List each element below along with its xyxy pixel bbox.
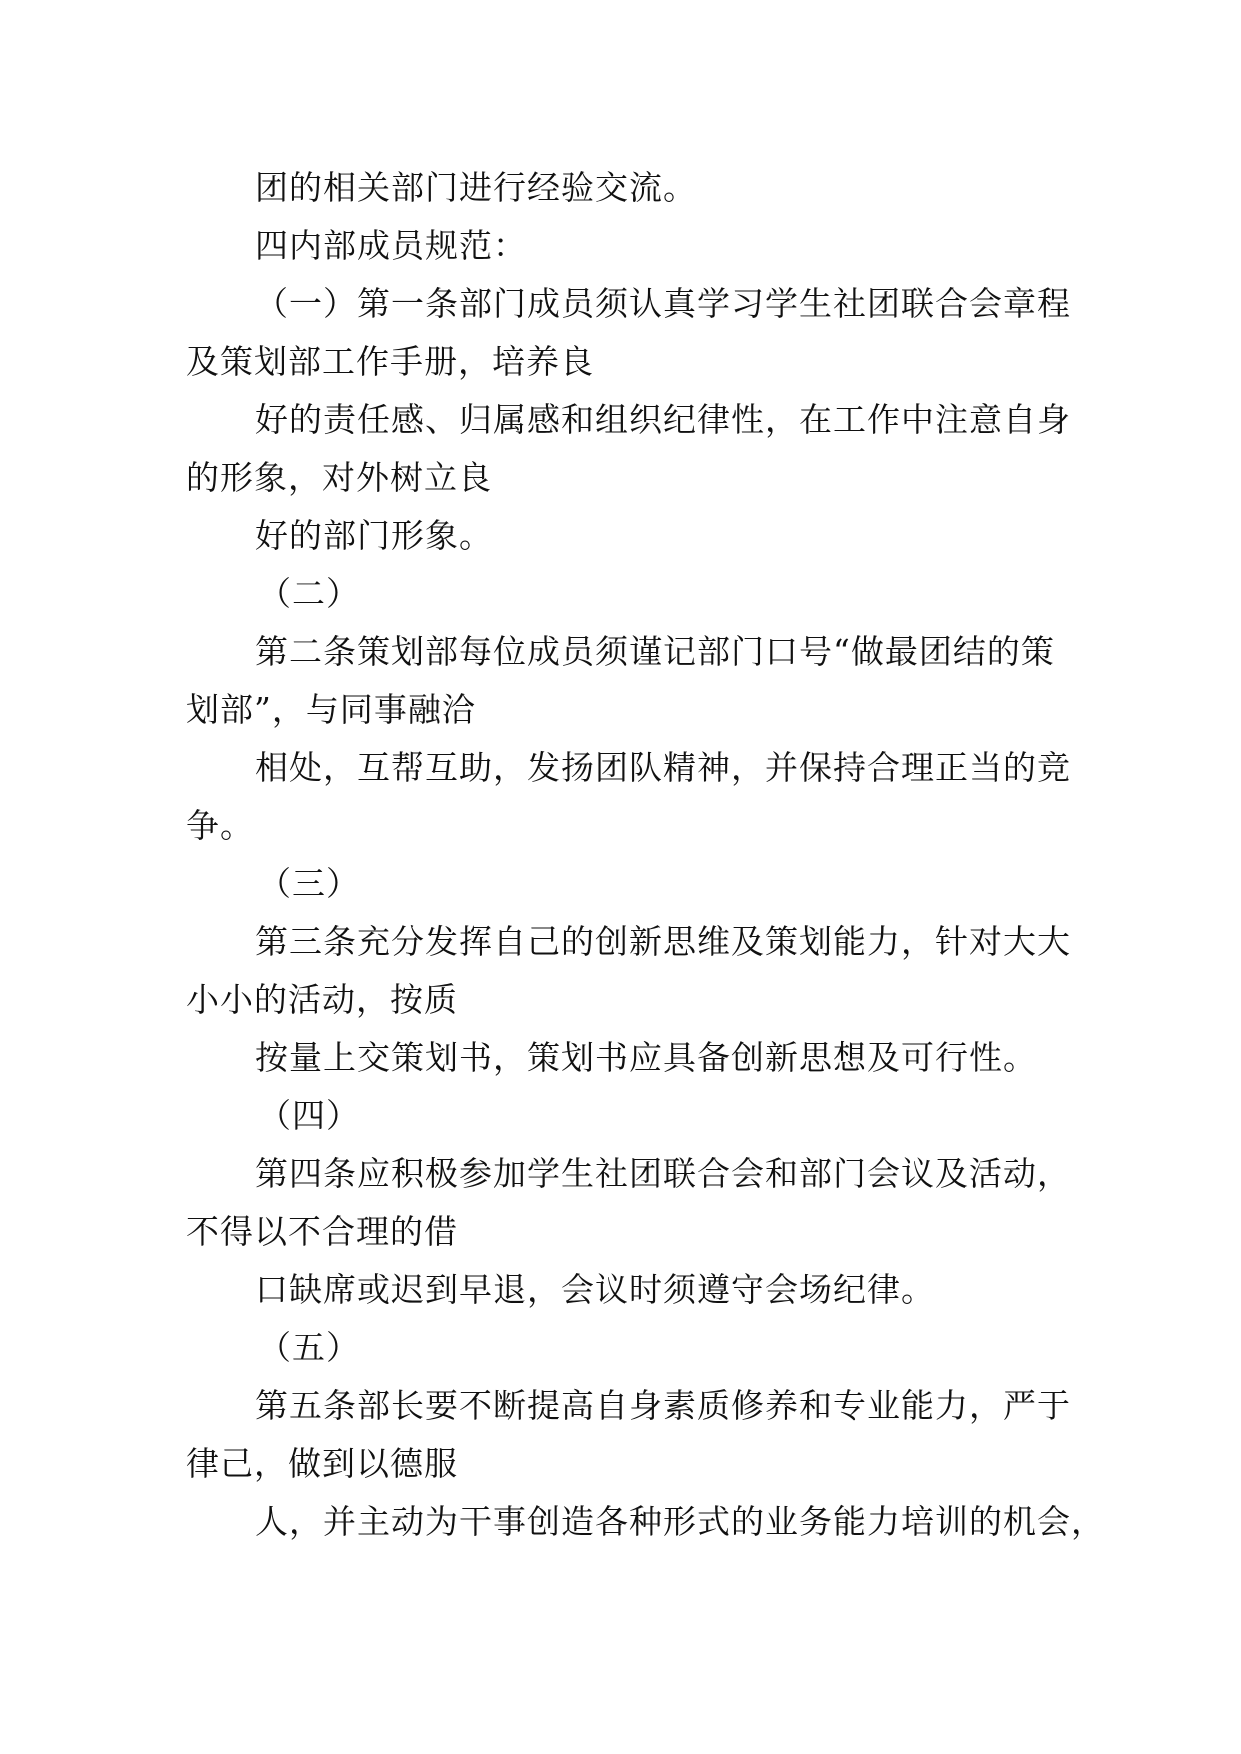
text-line: 第二条策划部每位成员须谨记部门口号“做最团结的策: [255, 632, 1055, 671]
text-line: 第四条应积极参加学生社团联合会和部门会议及活动，: [255, 1154, 1071, 1193]
clause-marker: （四）: [258, 1096, 360, 1135]
text-line: 不得以不合理的借: [186, 1212, 458, 1251]
text-line: 团的相关部门进行经验交流。: [255, 168, 697, 207]
clause-marker: （二）: [258, 574, 360, 613]
clause-marker: （五）: [258, 1328, 360, 1367]
text-line: 人，并主动为干事创造各种形式的业务能力培训的机会，: [255, 1502, 1105, 1541]
clause-marker: （三）: [258, 864, 360, 903]
text-line: 相处，互帮互助，发扬团队精神，并保持合理正当的竞: [255, 748, 1071, 787]
text-line: 口缺席或迟到早退，会议时须遵守会场纪律。: [255, 1270, 935, 1309]
text-line: 的形象，对外树立良: [186, 458, 492, 497]
text-line: 好的部门形象。: [255, 516, 493, 555]
text-line: 第三条充分发挥自己的创新思维及策划能力，针对大大: [255, 922, 1071, 961]
text-line: （一）第一条部门成员须认真学习学生社团联合会章程: [255, 284, 1071, 323]
section-heading: 四内部成员规范：: [255, 226, 527, 265]
text-line: 划部”，与同事融洽: [186, 690, 476, 729]
text-line: 好的责任感、归属感和组织纪律性，在工作中注意自身: [255, 400, 1071, 439]
text-line: 第五条部长要不断提高自身素质修养和专业能力，严于: [255, 1386, 1071, 1425]
text-line: 按量上交策划书，策划书应具备创新思想及可行性。: [255, 1038, 1037, 1077]
text-line: 争。: [186, 806, 254, 845]
text-line: 律己，做到以德服: [186, 1444, 458, 1483]
text-line: 及策划部工作手册，培养良: [186, 342, 594, 381]
text-line: 小小的活动，按质: [186, 980, 458, 1019]
